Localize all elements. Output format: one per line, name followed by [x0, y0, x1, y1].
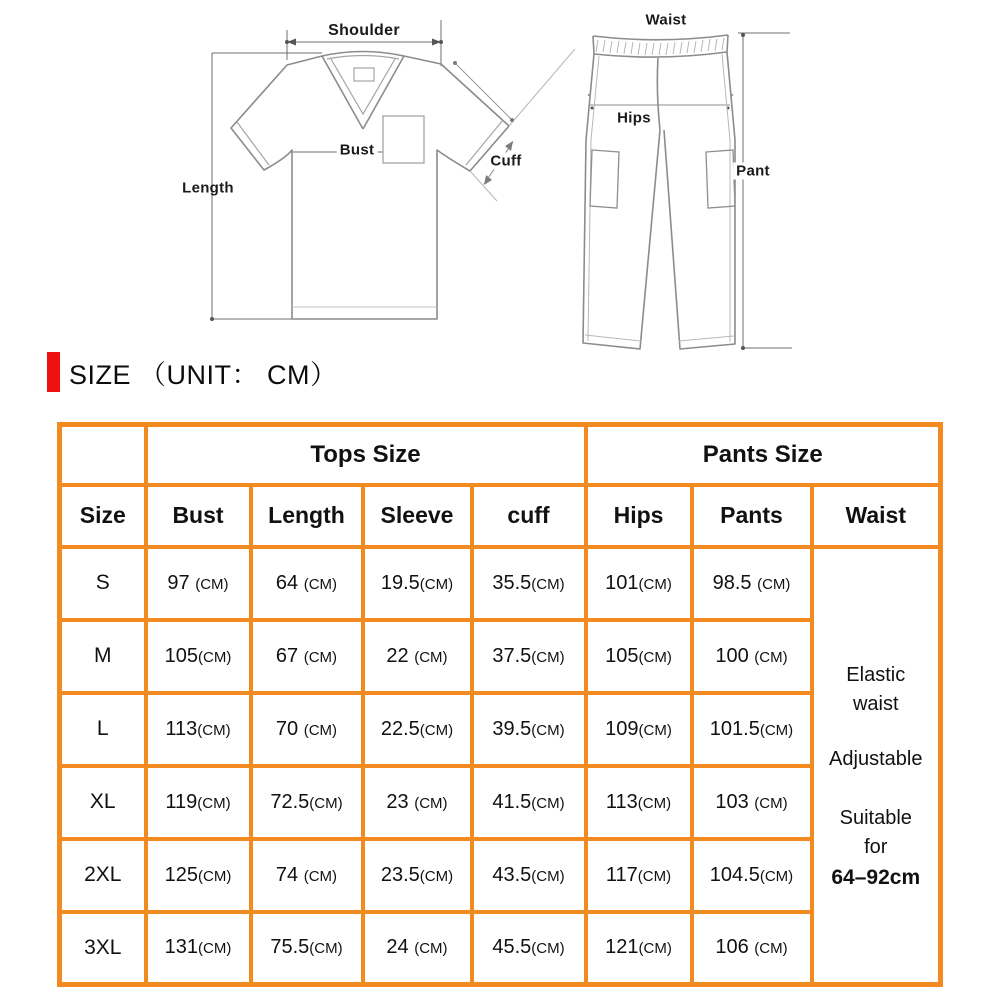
table-cell: 19.5(CM)	[363, 547, 472, 620]
table-row-group-headers	[60, 425, 941, 485]
table-cell: 24 (CM)	[363, 912, 472, 985]
table-row-xl	[60, 766, 941, 839]
table-cell: 106 (CM)	[692, 912, 812, 985]
length-label: Length	[182, 179, 234, 197]
table-cell: 117(CM)	[586, 839, 692, 912]
table-cell: 121(CM)	[586, 912, 692, 985]
column-header-hips: Hips	[586, 485, 692, 547]
shirt-details	[237, 56, 503, 308]
table-cell: 64 (CM)	[251, 547, 363, 620]
sleeve-cuff-annotation	[455, 49, 575, 201]
table-cell: 23 (CM)	[363, 766, 472, 839]
waist-note-line: Elastic waist	[846, 664, 906, 716]
table-cell: 45.5(CM)	[472, 912, 586, 985]
column-header-bust: Bust	[146, 485, 251, 547]
table-cell: 97 (CM)	[146, 547, 251, 620]
tops-size-header: Tops Size	[146, 425, 586, 485]
table-cell: 23.5(CM)	[363, 839, 472, 912]
table-cell: 74 (CM)	[251, 839, 363, 912]
table-cell: 104.5(CM)	[692, 839, 812, 912]
garment-line-art	[0, 0, 1000, 410]
pants-outline	[583, 35, 735, 349]
table-cell: 101(CM)	[586, 547, 692, 620]
table-cell: 67 (CM)	[251, 620, 363, 693]
column-header-pants: Pants	[692, 485, 812, 547]
size-section-heading	[47, 351, 338, 393]
table-cell: 101.5(CM)	[692, 693, 812, 766]
waist-label: Waist	[645, 11, 687, 29]
table-row-column-headers	[60, 485, 941, 547]
size-cell: M	[60, 620, 146, 693]
table-cell: 22.5(CM)	[363, 693, 472, 766]
table-row-3xl	[60, 912, 941, 985]
table-row-l	[60, 693, 941, 766]
table-cell: 70 (CM)	[251, 693, 363, 766]
column-header-length: Length	[251, 485, 363, 547]
table-cell: 41.5(CM)	[472, 766, 586, 839]
shirt-dimension-markers	[210, 39, 443, 322]
bust-label: Bust	[337, 142, 378, 159]
table-cell: 113(CM)	[146, 693, 251, 766]
size-cell: 2XL	[60, 839, 146, 912]
table-cell: 105(CM)	[146, 620, 251, 693]
size-cell: S	[60, 547, 146, 620]
column-header-size: Size	[60, 485, 146, 547]
table-cell: 39.5(CM)	[472, 693, 586, 766]
pants-details	[585, 38, 734, 342]
table-row-2xl	[60, 839, 941, 912]
size-cell: XL	[60, 766, 146, 839]
size-cell: 3XL	[60, 912, 146, 985]
waist-note-cell	[812, 547, 941, 985]
table-cell: 131(CM)	[146, 912, 251, 985]
table-cell: 125(CM)	[146, 839, 251, 912]
table-cell: 98.5 (CM)	[692, 547, 812, 620]
table-cell: 35.5(CM)	[472, 547, 586, 620]
waist-note-line: Adjustable	[829, 748, 923, 771]
table-cell: 119(CM)	[146, 766, 251, 839]
table-cell: 75.5(CM)	[251, 912, 363, 985]
pants-dimension-lines	[590, 33, 792, 348]
pant-label: Pant	[733, 163, 773, 180]
hips-label: Hips	[614, 110, 654, 127]
column-header-cuff: cuff	[472, 485, 586, 547]
heading-text: SIZE （UNIT： CM）	[69, 359, 338, 390]
table-cell: 43.5(CM)	[472, 839, 586, 912]
table-cell: 113(CM)	[586, 766, 692, 839]
pants-pockets	[590, 150, 735, 208]
pants-size-header: Pants Size	[586, 425, 941, 485]
size-cell: L	[60, 693, 146, 766]
size-table	[57, 422, 943, 987]
table-row-m	[60, 620, 941, 693]
shoulder-label: Shoulder	[328, 22, 400, 39]
red-accent-bar	[47, 352, 60, 392]
table-cell: 22 (CM)	[363, 620, 472, 693]
cuff-label: Cuff	[487, 153, 524, 170]
waist-note-line: 64–92cm	[831, 866, 921, 890]
shirt-outline	[231, 52, 509, 320]
table-cell: 72.5(CM)	[251, 766, 363, 839]
waist-note	[814, 637, 939, 893]
table-cell: 103 (CM)	[692, 766, 812, 839]
waist-note-line: Suitable for	[839, 807, 912, 859]
column-header-waist: Waist	[812, 485, 941, 547]
table-cell: 37.5(CM)	[472, 620, 586, 693]
table-row-s	[60, 547, 941, 620]
table-cell: 105(CM)	[586, 620, 692, 693]
table-cell: 100 (CM)	[692, 620, 812, 693]
table-cell: 109(CM)	[586, 693, 692, 766]
table-corner-cell	[60, 425, 146, 485]
column-header-sleeve: Sleeve	[363, 485, 472, 547]
